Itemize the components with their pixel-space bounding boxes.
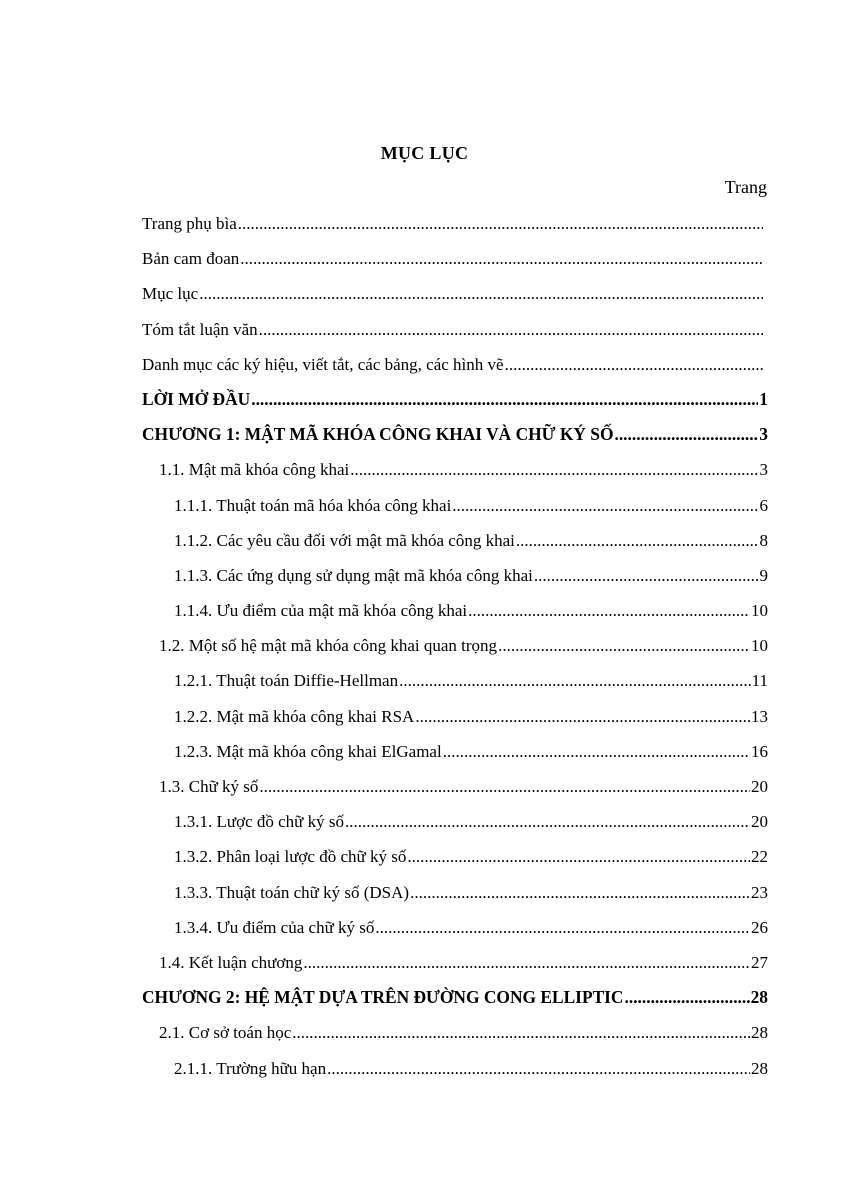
toc-dot-leader bbox=[625, 980, 750, 1015]
toc-entry-page-number: 16 bbox=[751, 741, 768, 761]
toc-dot-leader bbox=[407, 839, 750, 874]
toc-entry-title: Bản cam đoan bbox=[142, 249, 240, 269]
toc-entry-title: 1.4. Kết luận chương bbox=[159, 952, 303, 972]
toc-entry bbox=[142, 488, 768, 523]
toc-dot-leader bbox=[452, 488, 758, 523]
toc-entry bbox=[142, 206, 768, 241]
toc-dot-leader bbox=[399, 663, 751, 698]
toc-entry-page-number: 28 bbox=[750, 987, 768, 1008]
toc-entry-page-number: 28 bbox=[751, 1023, 768, 1043]
toc-entry bbox=[142, 417, 768, 452]
toc-entry bbox=[142, 769, 768, 804]
toc-dot-leader bbox=[259, 312, 763, 347]
toc-entry-title: 1.2.3. Mật mã khóa công khai ElGamal bbox=[174, 741, 442, 761]
toc-entry bbox=[142, 734, 768, 769]
toc-dot-leader bbox=[410, 875, 750, 910]
toc-entry-page-number: 26 bbox=[751, 917, 768, 937]
toc-dot-leader bbox=[443, 734, 750, 769]
toc-entry-title: CHƯƠNG 1: MẬT MÃ KHÓA CÔNG KHAI VÀ CHỮ KÝ SỐ bbox=[142, 424, 614, 445]
toc-entry-title: Tóm tắt luận văn bbox=[142, 319, 258, 339]
toc-entry bbox=[142, 980, 768, 1015]
toc-dot-leader bbox=[240, 241, 763, 276]
toc-entry bbox=[142, 1015, 768, 1050]
toc-entry-page-number: 13 bbox=[751, 706, 768, 726]
toc-entry-title: 1.1.1. Thuật toán mã hóa khóa công khai bbox=[174, 495, 452, 515]
toc-entry-page-number: 11 bbox=[751, 671, 768, 691]
toc-dot-leader bbox=[345, 804, 750, 839]
toc-dot-leader bbox=[350, 452, 758, 487]
toc-entry-title: 1.2. Một số hệ mật mã khóa công khai quan trọng bbox=[159, 636, 498, 656]
toc-dot-leader bbox=[468, 593, 750, 628]
toc-entry bbox=[142, 804, 768, 839]
toc-entry-title: CHƯƠNG 2: HỆ MẬT DỰA TRÊN ĐƯỜNG CONG ELLIPTIC bbox=[142, 987, 624, 1008]
toc-entry-title: 1.1.2. Các yêu cầu đối với mật mã khóa công khai bbox=[174, 530, 515, 550]
toc-entry-title: 1.3.4. Ưu điểm của chữ ký số bbox=[174, 917, 375, 937]
toc-entry bbox=[142, 839, 768, 874]
toc-entry-page-number: 9 bbox=[759, 565, 768, 585]
toc-dot-leader bbox=[516, 523, 759, 558]
toc-dot-leader bbox=[614, 417, 758, 452]
toc-dot-leader bbox=[238, 206, 763, 241]
toc-entry bbox=[142, 875, 768, 910]
toc-entry bbox=[142, 945, 768, 980]
toc-entry-page-number: 27 bbox=[751, 952, 768, 972]
toc-dot-leader bbox=[375, 910, 750, 945]
toc-entry-title: 1.1.3. Các ứng dụng sử dụng mật mã khóa công khai bbox=[174, 565, 533, 585]
toc-entry-page-number: 3 bbox=[759, 424, 768, 445]
toc-entry bbox=[142, 312, 768, 347]
toc-entry-title: 2.1. Cơ sở toán học bbox=[159, 1023, 292, 1043]
toc-entry bbox=[142, 699, 768, 734]
toc-entry-page-number: 20 bbox=[751, 777, 768, 796]
toc-entry-title: 1.1. Mật mã khóa công khai bbox=[159, 460, 350, 480]
toc-dot-leader bbox=[303, 945, 750, 980]
toc-entry-page-number: 10 bbox=[751, 601, 768, 621]
toc-entry bbox=[142, 241, 768, 276]
toc-entry-page-number: 8 bbox=[759, 530, 768, 550]
toc-entry bbox=[142, 452, 768, 487]
toc-title: MỤC LỤC bbox=[380, 143, 469, 163]
toc-entry-page-number: 10 bbox=[751, 636, 768, 656]
toc-dot-leader bbox=[505, 347, 763, 382]
toc-dot-leader bbox=[415, 699, 750, 734]
toc-entry bbox=[142, 523, 768, 558]
toc-dot-leader bbox=[259, 769, 750, 804]
page-column-label: Trang bbox=[724, 177, 767, 197]
toc-entry-page-number: 1 bbox=[759, 388, 768, 409]
toc-entry-title: 1.1.4. Ưu điểm của mật mã khóa công khai bbox=[174, 601, 468, 621]
toc-list bbox=[142, 206, 768, 1086]
toc-entry-page-number: 6 bbox=[759, 495, 768, 515]
toc-entry-title: Mục lục bbox=[142, 284, 199, 304]
toc-entry-title: 2.1.1. Trường hữu hạn bbox=[174, 1058, 327, 1078]
toc-entry-page-number: 23 bbox=[751, 882, 768, 902]
toc-entry bbox=[142, 1051, 768, 1086]
toc-entry-title: 1.3.2. Phân loại lược đồ chữ ký số bbox=[174, 847, 407, 867]
toc-dot-leader bbox=[534, 558, 759, 593]
toc-entry-page-number: 28 bbox=[751, 1058, 768, 1078]
toc-entry-title: 1.2.1. Thuật toán Diffie-Hellman bbox=[174, 671, 399, 691]
toc-entry bbox=[142, 558, 768, 593]
toc-dot-leader bbox=[498, 628, 750, 663]
toc-entry-title: Trang phụ bìa bbox=[142, 214, 237, 233]
toc-entry-page-number: 3 bbox=[759, 460, 768, 480]
toc-dot-leader bbox=[327, 1051, 750, 1086]
toc-entry-page-number: 22 bbox=[751, 847, 768, 867]
toc-dot-leader bbox=[199, 276, 763, 311]
toc-entry bbox=[142, 382, 768, 417]
toc-entry-title: 1.2.2. Mật mã khóa công khai RSA bbox=[174, 706, 415, 726]
toc-dot-leader bbox=[292, 1015, 750, 1050]
toc-entry bbox=[142, 276, 768, 311]
toc-entry bbox=[142, 628, 768, 663]
toc-entry bbox=[142, 593, 768, 628]
toc-dot-leader bbox=[251, 382, 758, 417]
toc-entry-title: 1.3. Chữ ký số bbox=[159, 777, 259, 796]
toc-entry-title: LỜI MỞ ĐẦU bbox=[142, 388, 251, 409]
toc-entry bbox=[142, 663, 768, 698]
toc-entry-title: 1.3.3. Thuật toán chữ ký số (DSA) bbox=[174, 882, 410, 902]
toc-entry bbox=[142, 910, 768, 945]
toc-entry-page-number: 20 bbox=[751, 812, 768, 832]
toc-entry-title: Danh mục các ký hiệu, viết tắt, các bảng, các hình vẽ bbox=[142, 354, 504, 374]
toc-entry bbox=[142, 347, 768, 382]
toc-entry-title: 1.3.1. Lược đồ chữ ký số bbox=[174, 812, 345, 832]
